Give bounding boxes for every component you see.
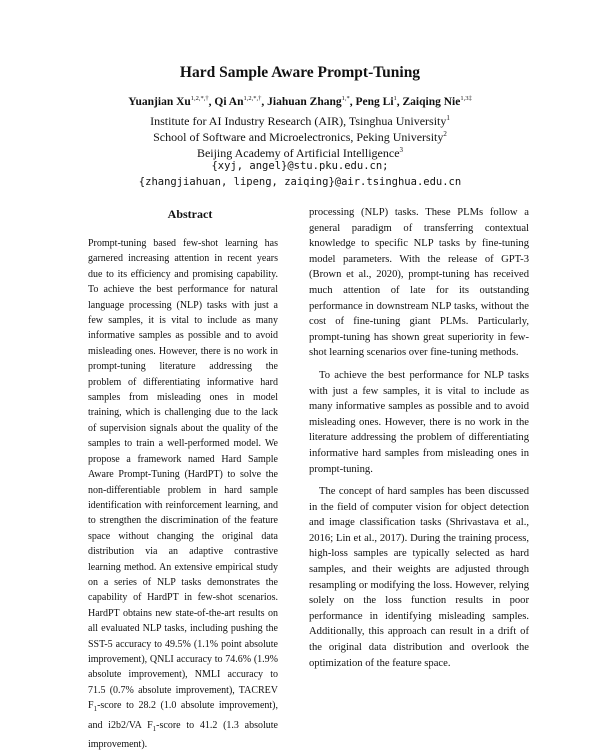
body-column-right [309,205,529,669]
affiliation-text: School of Software and Microelectronics, Peking University [153,130,444,144]
author-marks: 1,* [341,95,350,102]
author-list: Yuanjian $Xu^{1,2,*,\dagger}$, Qi $An^{1,2,*,\dagger}$, Jiahuan Zhang$^{1,*}$, Peng Li$^1$, Zaiqing Nie$^{1,3\ddagger}$ [128,95,472,108]
affiliation-text: Institute for AI Industry Research (AIR), Tsinghua University [150,114,447,128]
author-marks: 1,3‡ [460,95,472,102]
affiliation [40,111,560,128]
affiliation-mark: 3 [399,146,404,154]
body-paragraph: To achieve the best performance for NLP tasks with just a few samples, it is vital to include as many informative samples as possible and to avoid misleading ones. However, there is no work in the literature addressing the problem of differentiating informative hard samples from misleading ones in prompt-tuning. [309,369,529,475]
author-email: {zhangjiahuan, lipeng, zaiqing}@air.tsinghua.edu.cn [138,176,462,188]
author-name: Peng Li [355,95,394,108]
author-marks: 1,2,*,† [243,95,262,102]
abstract-heading: Abstract [167,207,213,221]
abstract-text: Prompt-tuning based few-shot learning has garnered increasing attention in recent years due to its efficiency and promising capability. To achieve the best performance for natural language processing (NLP) tasks with just a few samples, it is vital to include as many informative samples as possible and to avoid misleading ones. However, there is no work in prompt-tuning literature addressing the problem of differentiating informative hard samples from misleading ones in model training, which is challenging due to the lack of supervision signals about the quality of the samples to train a well-performed model. We propose a framework named Hard Sample Aware Prompt-Tuning (HardPT) to solve the non-differentiable problem in hard sample identification with reinforcement learning, and to strengthen the discrimination of the feature space without changing the original data distribution via an adaptive contrastive learning method. An extensive empirical study on a series of NLP tasks demonstrates the capability of HardPT in few-shot scenarios. HardPT obtains new state-of-the-art results on all evaluated NLP tasks, including pushing the SST-5 accuracy to 49.5% (1.1% point absolute improvement), QNLI accuracy to 74.6% (1.9% absolute improvement), NMLI accuracy to 71.5 (0.7% absolute improvement), TACREV F [88,238,278,712]
author-name: Qi An [214,95,244,108]
author-marks: 1,2,*,† [190,95,209,102]
author-name: Jiahuan Zhang [267,95,342,108]
body-paragraph: processing (NLP) tasks. These PLMs follow a general paradigm of transferring contextual knowledge to specific NLP tasks by fine-tuning model parameters. With the release of GPT-3 (Brown et al., 2020), prompt-tuning has received much attention of late for its outstanding performance in downstream NLP tasks, without the cost of fine-tuning giant PLMs. Particularly, prompt-tuning has shown great superiority in few-shot learning scenarios over fine-tuning methods. [309,207,529,359]
abstract-text: -score to 41.2 (1.3 absolute improvement). [88,719,278,750]
author-name: Zaiqing Nie [402,95,461,108]
affiliation [40,143,560,160]
body-paragraph: The concept of hard samples has been discussed in the field of computer vision for object detection and image classification tasks (Shrivastava et al., 2016; Lin et al., 2017). During the training process, high-loss samples are typically selected as hard samples, and their weights are adjusted through resampling or modifying the loss. However, relying solely on the loss function results in poor performance in identifying misleading samples. Additionally, this approach can result in a drift of the original data distribution and overlook the optimization of the feature space. [309,486,529,669]
affiliation-mark: 2 [443,130,447,138]
abstract-subscript: 1 [93,705,98,714]
author-name: Yuanjian Xu [128,95,191,108]
author-marks: 1 [393,95,397,102]
paper-title: Hard Sample Aware Prompt-Tuning [179,64,421,81]
affiliation [40,127,560,144]
affiliation-text: Beijing Academy of Artificial Intelligence [196,146,400,160]
abstract-subscript: 1 [152,724,157,733]
abstract-body [88,236,278,750]
abstract-text: -score to 28.2 (1.0 absolute improvement), and i2b2/VA F [88,700,278,731]
affiliation-mark: 1 [446,114,450,122]
author-email: {xyj, angel}@stu.pku.edu.cn; [211,160,389,172]
